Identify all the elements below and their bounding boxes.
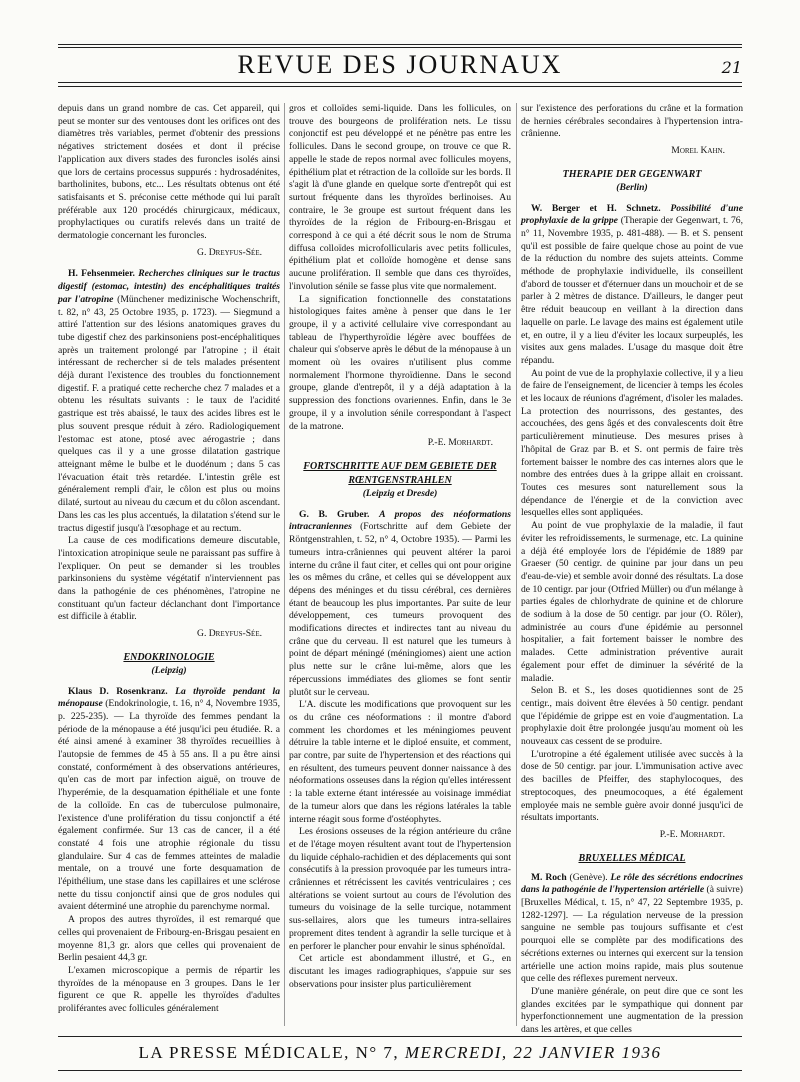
paragraph: La signification fonctionnelle des constatations histologiques faites amène à penser que dans le 1er groupe, il y a activité cellulaire vive correspondant au tableau de l'hyperthyroïdie légère avec bouffées de chaleur qui s'observe après le début de la ménopause à un moment où les ovaires n'utilisent plus comme normalement l'hormone thyroïdienne. Dans le second groupe, glande d'entrepôt, il y a déjà adaptation à la suppression des fonctions ovariennes. Enfin, dans le 3e groupe, il y a involution sénile correspondant à l'aspect de la matrone. bbox=[289, 293, 511, 432]
author-signature: P.-E. Morhardt. bbox=[427, 437, 493, 449]
article-title: A propos des néoformations intracraniennes bbox=[289, 508, 511, 533]
footer-date: MERCREDI, 22 JANVIER 1936 bbox=[404, 1043, 662, 1062]
section-subtitle: (Leipzig) bbox=[151, 664, 187, 676]
article-author: H. Fehsenmeier. bbox=[68, 268, 135, 280]
paragraph: Au point de vue de la prophylaxie collective, il y a lieu de faire de l'enseignement, de licencier à temps les écoles et les locaux de réunions d'agrément, d'isoler les malades. La protection des nourrissons, des gestantes, des accouchées, des gens âgés et des convalescents doit être particulièrement minutieuse. Des mesures prises à l'hôpital de Graz par B. et S. ont permis de faire très fortement baisser le nombre des cas internes alors que le nombre des entrées dues à la grippe allait en croissant. Toutes ces mesures sont naturellement sous la dépendance de l'énergie et de la conviction avec lesquelles elles sont appliquées. bbox=[521, 367, 743, 519]
article-rosenkranz bbox=[58, 686, 280, 915]
footer-rule-top bbox=[58, 1036, 742, 1037]
author-signature: G. Dreyfus-Sée. bbox=[197, 628, 262, 640]
article-reference: (Münchener medizinische Wochenschrift, t. 82, n° 43, 25 Octobre 1935, p. 1723). — Siegmund a attiré l'attention sur des lésions anatomiques graves du tube digestif chez des parkinsoniens post-encéphalitiques après un traitement prolongé par l'atropine ; il était intéressant de rechercher si de tels malades présentent déjà durant l'existence des troubles du fonctionnement digestif. F. a pratiqué cette recherche chez 7 malades et a obtenu les résultats suivants : le taux de l'acidité gastrique est très abaissé, le taux des acides libres est le plus souvent presque réduit à zéro. Radiologiquement l'estomac est atone, ptosé avec aérogastrie ; dans quelques cas il y a une grosse dilatation gastrique atteignant même le bulbe et le duodénum ; dans 5 cas l'évacuation était très retardée. L'intestin grêle est généralement rempli d'air, le côlon est plus ou moins dilaté, surtout au niveau du cæcum et du côlon ascendant. Dans les cas les plus accentués, la dilatation s'étend sur le tractus digestif jusqu'à l'œsophage et au rectum. bbox=[58, 293, 280, 534]
article-title: Possibilité d'une prophylaxie de la grippe bbox=[521, 202, 744, 227]
author-signature: P.-E. Morhardt. bbox=[659, 828, 725, 840]
section-subtitle: (Leipzig et Dresde) bbox=[362, 487, 438, 499]
article-roch bbox=[521, 872, 743, 986]
author-signature: Morel Kahn. bbox=[671, 145, 725, 157]
paragraph: Cet article est abondamment illustré, et G., en discutant les images radiographiques, s'appuie sur ses observations pour insister plus particulièrement bbox=[289, 953, 511, 990]
column-2 bbox=[289, 103, 511, 1026]
paragraph: depuis dans un grand nombre de cas. Cet appareil, qui peut se monter sur des ventouses dont les orifices ont des diamètres très variables, permet d'obtenir des pressions négatives strictement dosées et dont il précise l'application aux divers stades des furoncles isolés ainsi que lors de certains processus suppurés : hydrosadénites, bartholinites, bubons, etc... Les résultats obtenus ont été satisfaisants et S. préconise cette méthode qui lui paraît préférable aux 120 procédés chirurgicaux, médicaux, prophylactiques ou curatifs relevés dans un traité de dermatologie concernant les furoncles. bbox=[58, 103, 280, 242]
article-author: Klaus D. Rosenkranz. bbox=[68, 685, 168, 697]
column-separator bbox=[284, 103, 285, 1026]
header-rule-top-thin bbox=[58, 47, 742, 48]
article-author: M. Roch bbox=[531, 871, 567, 883]
article-author: G. B. Gruber. bbox=[299, 508, 370, 520]
article-gruber bbox=[289, 509, 511, 700]
footer-publication: LA PRESSE MÉDICALE, N° 7, bbox=[138, 1043, 405, 1062]
section-title: BRUXELLES MÉDICAL bbox=[578, 852, 686, 864]
page-footer bbox=[0, 1043, 800, 1063]
header-rule-top bbox=[58, 44, 742, 45]
article-reference: (à suivre) [Bruxelles Médical, t. 15, n° 47, 22 Septembre 1935, p. 1282-1297]. — La régulation nerveuse de la pression sanguine ne semble pas toujours suffisante et c'est pourquoi elle se complète par des modifications des sécrétions externes ou internes qui exercent sur la tension artérielle une action moins rapide, mais plus soutenue que celle des réflexes purement nerveux. bbox=[521, 884, 743, 985]
paragraph: sur l'existence des perforations du crâne et la formation de hernies cérébrales secondaires à l'hypertension intra-crânienne. bbox=[521, 103, 743, 140]
paragraph: Les érosions osseuses de la région antérieure du crâne et de l'étage moyen résultent avant tout de l'hypertension du liquide céphalo-rachidien et des déplacements qui sont consécutifs à la pression provoquée par les tumeurs intra-crâniennes et rétrécissent les cavités ventriculaires ; ces altérations se voient surtout au cours de l'évolution des tumeurs du voisinage de la selle turcique, notamment sus-sellaires, alors que les tumeurs intra-sellaires proprement dites tendent à agrandir la selle turcique et à en perforer le plancher pour envahir le sinus sphénoïdal. bbox=[289, 826, 511, 952]
column-1 bbox=[58, 103, 280, 1026]
article-berger-schnetz bbox=[521, 203, 743, 368]
paragraph: La cause de ces modifications demeure discutable, l'intoxication atropinique seule ne paraissant pas suffire à l'expliquer. On peut se demander si les troubles parkinsoniens du système végétatif n'interviennent pas dans la pathogénie de ces phénomènes, l'atropine ne constituant qu'un facteur déclanchant dont l'importance est difficile à établir. bbox=[58, 535, 280, 623]
section-subtitle: (Berlin) bbox=[616, 181, 648, 193]
journal-title: REVUE DES JOURNAUX bbox=[237, 50, 563, 79]
author-signature: G. Dreyfus-Sée. bbox=[197, 246, 262, 258]
article-reference: (Endokrinologie, t. 16, n° 4, Novembre 1935, p. 225-235). — La thyroïde des femmes pendant la période de la ménopause a été jusqu'ici peu étudiée. R. a été ainsi amené à examiner 38 thyroïdes recueillies à l'autopsie de femmes de 45 à 55 ans. Il a pu être ainsi constaté, conformément à des observations antérieures, qu'en cas de mort par infection aiguë, on trouve de l'hyperémie, de la desquamation épithéliale et une fonte de la colloïde. En cas de tuberculose pulmonaire, l'existence d'une prolifération du tissu conjonctif a été également confirmée. Sur 13 cas de cancer, il a été constaté 4 fois une atrophie régionale du tissu glandulaire. Sur 4 cas de femmes atteintes de maladie mentale, on a trouvé une forte desquamation de l'épithélium, une stase dans les capillaires et une sclérose nette du tissu conjonctif ainsi que de gros nodules qui avaient déterminé une atrophie du parenchyme normal. bbox=[58, 698, 280, 913]
article-title: Recherches cliniques sur le tractus digestif (estomac, intestin) des encéphalitiques traités par l'atropine bbox=[58, 268, 280, 305]
paragraph: Selon B. et S., les doses quotidiennes sont de 25 centigr., mais doivent être élevées à 50 centigr. pendant que l'épidémie de grippe est en voie d'augmentation. La prophylaxie doit être prolongée jusqu'au moment où les nouveaux cas cessent de se produire. bbox=[521, 685, 743, 748]
paragraph: L'urotropine a été également utilisée avec succès à la dose de 50 centigr. par jour. L'immunisation active avec des bacilles de Pfeiffer, des staphylocoques, des streptocoques, des pneumocoques, a été également employée mais ne semble guère avoir donné jusqu'ici de résultats importants. bbox=[521, 748, 743, 824]
header-rule-bottom bbox=[58, 82, 742, 83]
page-number: 21 bbox=[721, 58, 742, 77]
article-place: (Genève). bbox=[566, 871, 611, 883]
article-title: Le rôle des sécrétions endocrines dans la pathogénie de l'hypertension artérielle bbox=[521, 871, 743, 896]
column-3 bbox=[521, 103, 744, 1036]
paragraph: Au point de vue prophylaxie de la maladie, il faut éviter les refroidissements, le surmenage, etc. La quinine a déjà été employée lors de l'épidémie de 1889 par Graeser (50 centigr. de quinine par jour dans un peu d'eau-de-vie) et semble avoir donné des résultats. La dose de 10 centigr. par jour (Otfried Müller) ou d'un mélange à parties égales de chlorhydrate de quinine et de chlorure de sodium à la dose de 50 centigr. par jour (O. Röler), administrée au cours d'une épidémie au personnel hospitalier, a fait fortement baisser le nombre des malades. Cette administration préventive aurait également pour effet de diminuer la sévérité de la maladie. bbox=[521, 520, 743, 684]
article-title: La thyroïde pendant la ménopause bbox=[58, 685, 280, 710]
article-reference: (Therapie der Gegenwart, t. 76, n° 11, Novembre 1935, p. 481-488). — B. et S. pensent qu'il est possible de faire quelque chose au point de vue de la réduction du nombre des sujets atteints. Comme méthode de prophylaxie individuelle, ils conseillent d'abord de tousser et d'éternuer dans un mouchoir et de se parler à 2 mètres de distance. D'ailleurs, le danger peut être réduit beaucoup en veillant à la direction dans laquelle on parle. Le lavage des mains est également utile et, en outre, il y a lieu d'éviter les locaux surpeuplés, les visites aux gens malades. L'usage du masque doit être répandu. bbox=[521, 215, 743, 366]
footer-rule-bottom bbox=[58, 1070, 742, 1071]
column-separator bbox=[516, 103, 517, 1026]
paragraph: gros et colloïdes semi-liquide. Dans les follicules, on trouve des bourgeons de prolifération nets. Le tissu conjonctif est peu développé et ne pénètre pas entre les follicules. Dans le second groupe, on trouve ce que R. appelle le stade de repos normal avec follicules moyens, épithélium plat et rétraction de la colloïde sur les bords. Il s'agit là d'une glande en quelque sorte d'entrepôt qui est surtout fréquente dans les thyroïdes berlinoises. Au contraire, le 3e groupe est surtout fréquent dans les thyroïdes de la région de Fribourg-en-Brisgau et correspond à ce qui a été décrit sous le nom de Struma diffusa colloïdes microfollicularis avec petits follicules, épithélium plat et colloïde homogène et dense sans aucune prolifération. Il semble que dans ces thyroïdes, l'involution sénile se fasse plus vite que normalement. bbox=[289, 103, 511, 292]
paragraph: L'A. discute les modifications que provoquent sur les os du crâne ces néoformations : il montre d'abord comment les chordomes et les méningiomes peuvent détruire la table interne et le diploé ensuite, et comment, par contre, par suite de l'hypertension et des réactions qui en résultent, des tumeurs peuvent donner naissance à des néoformations osseuses dans la région qu'elles intéressent : la table externe étant intéressée au voisinage immédiat de la tumeur alors que dans les régions latérales la table interne réagit sous forme d'ostéophytes. bbox=[289, 699, 511, 825]
article-author: W. Berger et H. Schnetz. bbox=[531, 202, 661, 214]
section-title: THERAPIE DER GEGENWART bbox=[562, 168, 702, 180]
paragraph: L'examen microscopique a permis de répartir les thyroïdes de la ménopause en 3 groupes. Dans le 1er figurent ce que R. appelle les thyroïdes d'adultes proliférantes avec follicules généralement bbox=[58, 965, 280, 1015]
section-title: ENDOKRINOLOGIE bbox=[123, 651, 215, 663]
article-fehsenmeier bbox=[58, 268, 280, 535]
header-rule-bottom-thin bbox=[58, 86, 742, 87]
section-title: FORTSCHRITTE AUF DEM GEBIETE DER RŒNTGENSTRAHLEN bbox=[303, 460, 497, 486]
paragraph: D'une manière générale, on peut dire que ce sont les glandes excitées par le sympathique qui donnent par hyperfonctionnement une augmentation de la pression dans les artères, et que celles bbox=[521, 986, 743, 1036]
paragraph: A propos des autres thyroïdes, il est remarqué que celles qui provenaient de Fribourg-en-Brisgau pesaient en moyenne 81,3 gr. alors que celles qui provenaient de Berlin pesaient 44,3 gr. bbox=[58, 914, 281, 964]
article-reference: (Fortschritte auf dem Gebiete der Röntgenstrahlen, t. 52, n° 4, Octobre 1935). — Parmi les tumeurs intra-crâniennes qui peuvent altérer la paroi interne du crâne il faut citer, et celles qui ont pour origine les os mêmes du crâne, et celles qui se développent aux dépens des méninges et du tissu cérébral, ces dernières étant de beaucoup les plus importantes. Par suite de leur développement, ces tumeurs provoquent des modifications directes et indirectes tant au niveau du crâne que du cerveau. Il est naturel que les tumeurs à point de départ méningé (méningiomes) aient une action plus nette sur le crâne lui-même, alors que les répercussions immédiates des gliomes se font sentir plutôt sur le cerveau. bbox=[289, 521, 511, 698]
